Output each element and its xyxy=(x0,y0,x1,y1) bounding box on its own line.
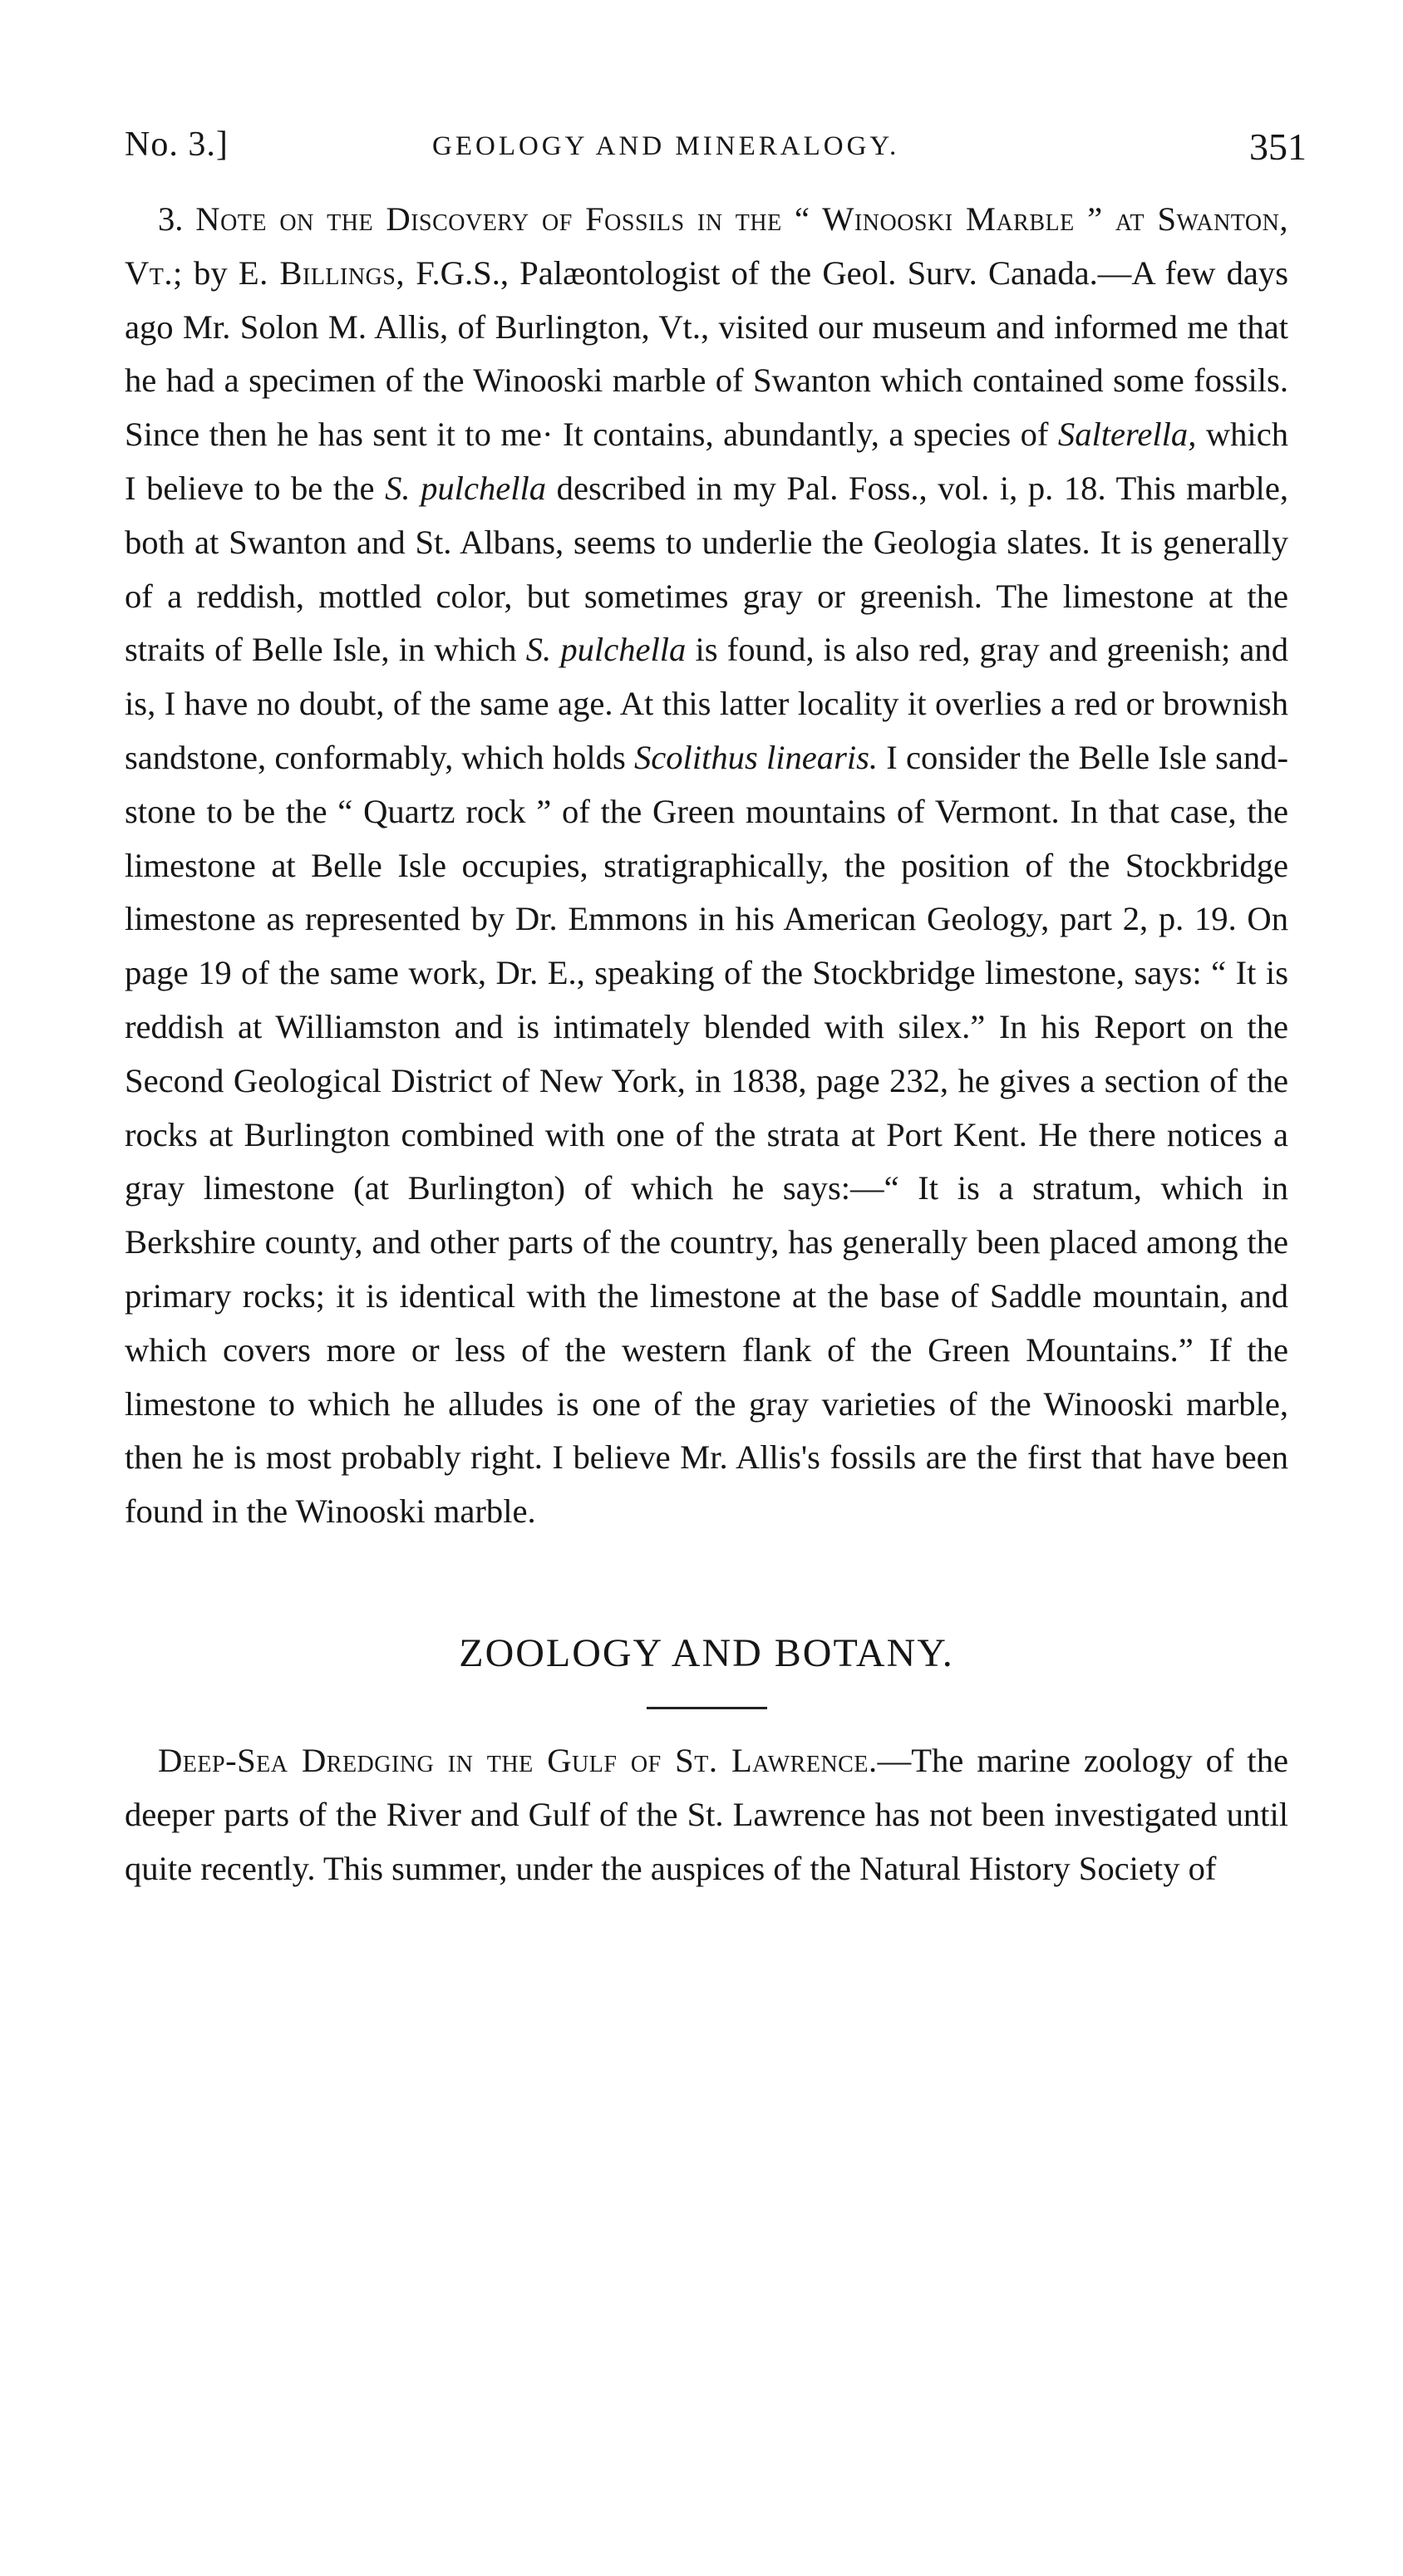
article-paragraph xyxy=(125,1734,1288,1895)
article-title: Note on the Discovery of Fossils in the “ Winooski Marble ” at Swanton, Vt.; xyxy=(125,200,1288,292)
article-text: —A few days ago Mr. Solon M. Allis, of Burlington, Vt., visited our museum and informed me that he had a specimen of the Winooski marble of Swanton which contained some fossils. Since then he has sent it to me· It contains, abundantly, a species of xyxy=(125,253,1288,454)
article-text: —The marine zoology of the deeper parts of the River and Gulf of the St. Lawrence has not been investigated until quite recently. This summer, under the auspices of the Natural History Society of xyxy=(125,1741,1288,1887)
article-author: E. Billings, xyxy=(238,253,406,292)
article-text: is found, is also red, gray and greenish; and is, I have no doubt, of the same age. At this latter locality it overlies a red or brownish sandstone, conformably, which holds xyxy=(125,631,1288,776)
species-name: S. pulchella xyxy=(525,631,687,669)
issue-number: No. 3.] xyxy=(125,125,229,164)
running-head xyxy=(125,125,1307,175)
article-text: described in my Pal. Foss., vol. i, p. 18. This marble, both at Swanton and St. Albans, seems to underlie the Geologia slates. It is generally of a reddish, mottled color, but sometimes gray or greenish. The limestone at the straits of Belle Isle, in which xyxy=(125,469,1288,669)
author-credentials: F.G.S., Palæontologist of the Geol. Surv. Canada. xyxy=(416,253,1098,292)
section-heading: ZOOLOGY AND BOTANY. xyxy=(459,1630,954,1675)
species-name: Scolithus linearis. xyxy=(633,738,879,776)
article-text: I consider the Belle Isle sandstone to be the “ Quartz rock ” of the Green mountains of Vermont. In that case, the limestone at Belle Isle occupies, stratigraphically, the position of the Stockbridge limestone as represented by Dr. Emmons in his American Geology, part 2, p. 19. On page 19 of the same work, Dr. E., speaking of the Stockbridge limestone, says: “ It is reddish at Williamston and is intimately blended with silex.” In his Report on the Second Geological District of New York, in 1838, page 232, he gives a section of the rocks at Burlington combined with one of the strata at Port Kent. He there notices a gray limestone (at Burlington) of which he says:—“ It is a stratum, which in Berkshire county, and other parts of the country, has generally been placed among the primary rocks; it is identical with the limestone at the base of Saddle mountain, and which covers more or less of the western flank of the Green Mountains.” If the limestone to which he alludes is one of the gray varieties of the Winooski marble, then he is most probably right. I believe Mr. Allis's fossils are the first that have been found in the Winooski marble. xyxy=(125,738,1288,1531)
article-text: which I believe to be the xyxy=(125,415,1289,507)
species-name: Salterella, xyxy=(1057,415,1197,454)
page xyxy=(125,125,1307,1895)
section-title: GEOLOGY AND MINERALOGY. xyxy=(432,131,900,161)
page-number: 351 xyxy=(1249,125,1307,168)
article-title: Deep-Sea Dredging in the Gulf of St. Lawrence. xyxy=(158,1741,878,1779)
article-number: 3. xyxy=(158,200,184,238)
byline-word: by xyxy=(194,253,228,292)
article-paragraph xyxy=(125,193,1288,1539)
species-name: S. pulchella xyxy=(385,469,547,507)
section-divider xyxy=(647,1707,767,1709)
